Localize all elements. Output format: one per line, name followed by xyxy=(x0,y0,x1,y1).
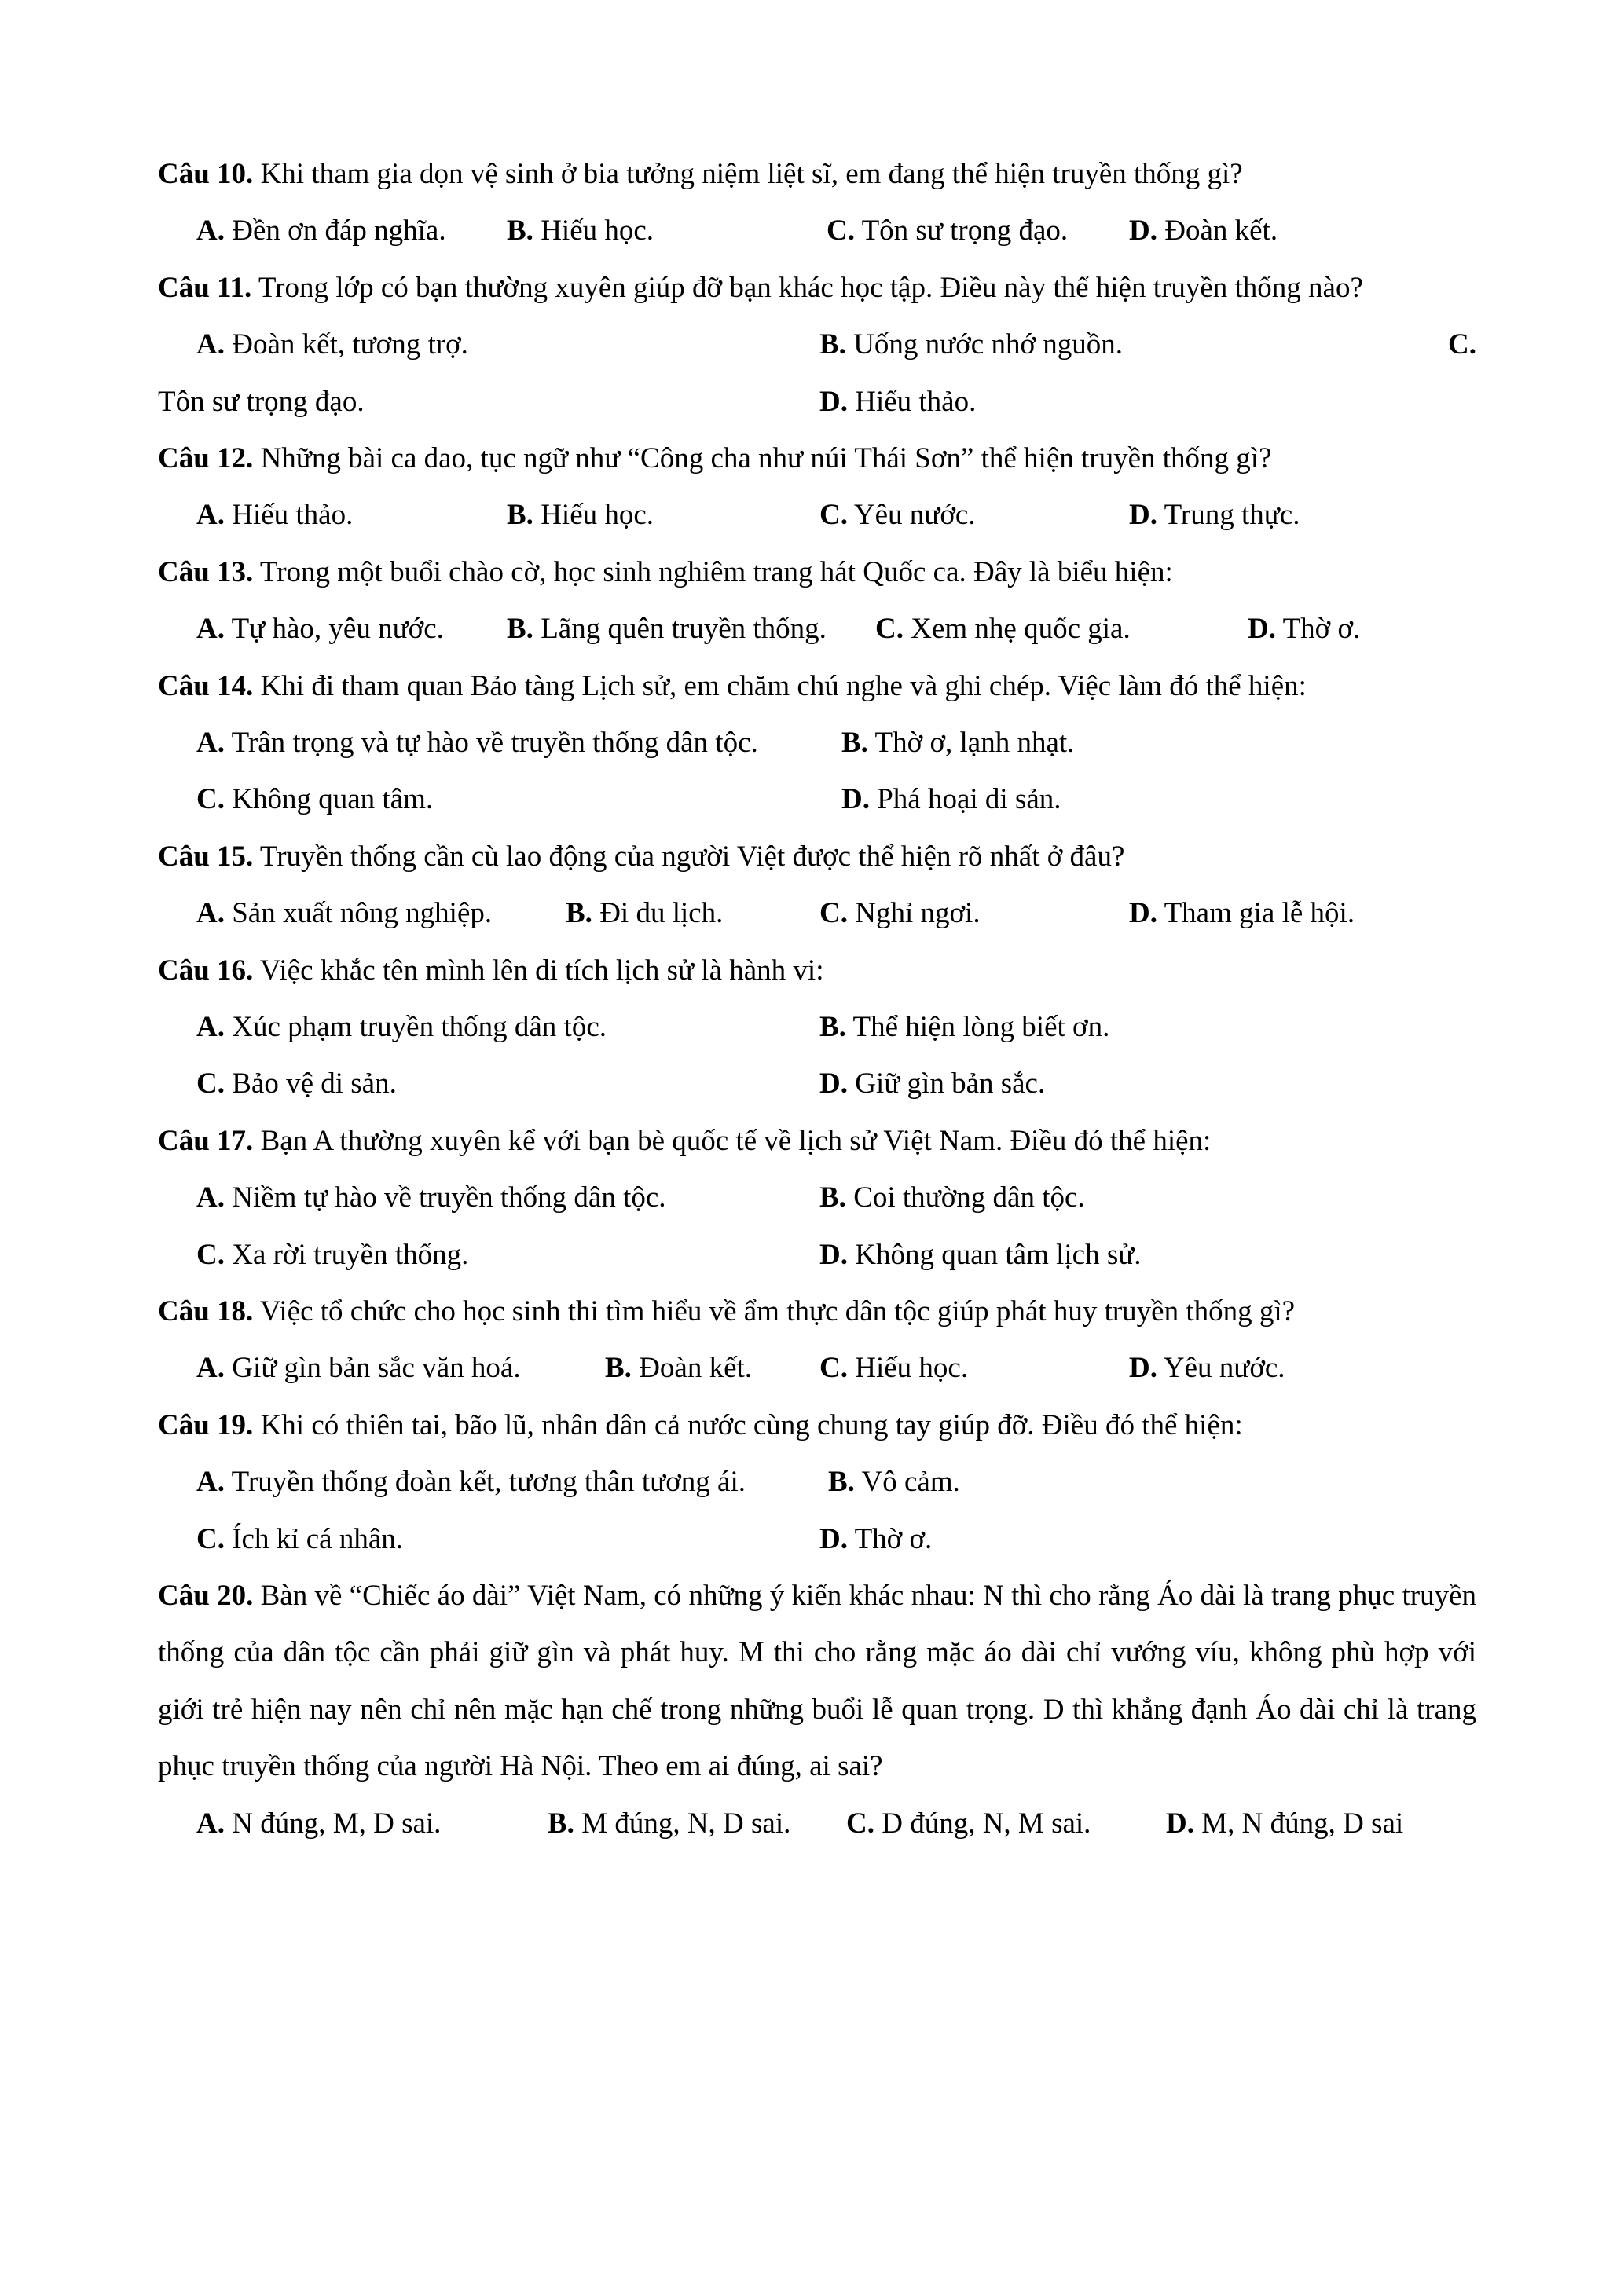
option-a[interactable] xyxy=(196,601,444,657)
options-row xyxy=(158,771,1476,828)
option-d[interactable] xyxy=(1129,203,1278,259)
option-text: M, N đúng, D sai xyxy=(1201,1807,1404,1840)
option-c[interactable] xyxy=(196,1227,468,1283)
option-text: Giữ gìn bản sắc văn hoá. xyxy=(232,1352,521,1385)
options-row xyxy=(158,1796,1476,1852)
option-text: Bảo vệ di sản. xyxy=(232,1067,397,1100)
option-b[interactable] xyxy=(819,317,1123,373)
option-letter: C. xyxy=(819,499,848,532)
option-text: D đúng, N, M sai. xyxy=(882,1807,1091,1840)
options-row xyxy=(158,1511,1476,1568)
option-text: Sản xuất nông nghiệp. xyxy=(232,897,493,930)
option-a[interactable] xyxy=(196,487,353,544)
option-text: Thờ ơ, lạnh nhạt. xyxy=(874,726,1075,759)
question-text: Khi có thiên tai, bão lũ, nhân dân cả nước cùng chung tay giúp đỡ. Điều đó thể hiện: xyxy=(260,1408,1243,1441)
option-letter: A. xyxy=(196,499,225,532)
question-label: Câu 14. xyxy=(158,669,254,702)
question-20 xyxy=(158,1568,1476,1796)
options-row xyxy=(158,487,1476,544)
question-text: Bạn A thường xuyên kể với bạn bè quốc tế về lịch sử Việt Nam. Điều đó thể hiện: xyxy=(260,1124,1212,1157)
option-text: Hiếu học. xyxy=(541,499,654,532)
option-letter: C. xyxy=(819,897,848,930)
option-d[interactable] xyxy=(819,1227,1142,1283)
option-text: Vô cảm. xyxy=(861,1466,960,1499)
option-letter: A. xyxy=(196,1352,225,1385)
option-text: Đoàn kết. xyxy=(639,1352,753,1385)
option-letter: B. xyxy=(548,1807,574,1840)
options-row xyxy=(158,203,1476,259)
options-row xyxy=(158,715,1476,771)
option-a[interactable] xyxy=(196,715,758,771)
option-b[interactable] xyxy=(507,487,654,544)
option-letter: B. xyxy=(507,613,533,646)
option-letter: A. xyxy=(196,1010,225,1043)
options-row xyxy=(158,374,1476,430)
option-c[interactable] xyxy=(196,1511,403,1568)
option-letter: A. xyxy=(196,1807,225,1840)
option-text: Xem nhẹ quốc gia. xyxy=(911,613,1131,646)
option-text: Đi du lịch. xyxy=(599,897,724,930)
option-letter: D. xyxy=(1129,1352,1157,1385)
option-text: Trung thực. xyxy=(1164,499,1300,532)
option-d[interactable] xyxy=(819,374,976,430)
option-d[interactable] xyxy=(841,771,1061,828)
option-text: Tự hào, yêu nước. xyxy=(231,613,444,646)
option-text: Hiếu học. xyxy=(855,1352,969,1385)
question-text: Khi tham gia dọn vệ sinh ở bia tưởng niệm liệt sĩ, em đang thể hiện truyền thống gì? xyxy=(260,158,1243,190)
option-d[interactable] xyxy=(1166,1796,1403,1852)
question-label: Câu 16. xyxy=(158,954,254,987)
question-text: Trong một buổi chào cờ, học sinh nghiêm trang hát Quốc ca. Đây là biểu hiện: xyxy=(259,555,1173,588)
option-letter: A. xyxy=(196,1466,225,1499)
option-text: Không quan tâm lịch sử. xyxy=(855,1238,1142,1271)
option-text: Đền ơn đáp nghĩa. xyxy=(232,214,446,247)
option-a[interactable] xyxy=(196,999,607,1056)
option-c-letter[interactable] xyxy=(1448,317,1476,373)
option-text: Đoàn kết, tương trợ. xyxy=(232,328,468,361)
option-letter: D. xyxy=(1166,1807,1194,1840)
option-text: M đúng, N, D sai. xyxy=(581,1807,791,1840)
option-letter: B. xyxy=(819,1181,846,1214)
option-letter: D. xyxy=(819,1067,848,1100)
options-row xyxy=(158,1227,1476,1283)
option-letter: B. xyxy=(507,214,533,247)
question-label: Câu 12. xyxy=(158,441,254,474)
question-text: Truyền thống cần cù lao động của người Việt được thể hiện rõ nhất ở đâu? xyxy=(259,840,1125,873)
option-b[interactable] xyxy=(841,715,1074,771)
option-text: Coi thường dân tộc. xyxy=(853,1181,1085,1214)
option-text: Yêu nước. xyxy=(853,499,976,532)
option-letter: D. xyxy=(819,385,848,418)
option-a[interactable] xyxy=(196,1796,441,1852)
question-label: Câu 18. xyxy=(158,1294,254,1327)
option-text: Uống nước nhớ nguồn. xyxy=(853,328,1124,361)
option-text: Thể hiện lòng biết ơn. xyxy=(852,1010,1110,1043)
option-text: N đúng, M, D sai. xyxy=(232,1807,442,1840)
option-text: Trân trọng và tự hào về truyền thống dân tộc. xyxy=(231,726,758,759)
option-d[interactable] xyxy=(819,1056,1045,1112)
option-letter: B. xyxy=(507,499,533,532)
option-b[interactable] xyxy=(548,1796,790,1852)
question-10 xyxy=(158,146,1476,203)
option-text: Không quan tâm. xyxy=(232,783,434,816)
option-letter: B. xyxy=(841,726,868,759)
options-row xyxy=(158,1340,1476,1397)
options-row xyxy=(158,1056,1476,1112)
option-text: Yêu nước. xyxy=(1163,1352,1285,1385)
options-row xyxy=(158,1170,1476,1226)
option-text: Ích kỉ cá nhân. xyxy=(232,1522,404,1555)
option-d[interactable] xyxy=(1248,601,1360,657)
option-c[interactable] xyxy=(827,203,1068,259)
option-letter: C. xyxy=(875,613,904,646)
question-text: Việc khắc tên mình lên di tích lịch sử là hành vi: xyxy=(259,954,824,987)
question-text: Trong lớp có bạn thường xuyên giúp đỡ bạn khác học tập. Điều này thể hiện truyền thống nào? xyxy=(258,271,1363,304)
option-c[interactable] xyxy=(158,374,365,430)
question-label: Câu 19. xyxy=(158,1408,254,1441)
question-14 xyxy=(158,658,1476,715)
option-letter: C. xyxy=(196,1067,225,1100)
question-text: Việc tổ chức cho học sinh thi tìm hiểu về ẩm thực dân tộc giúp phát huy truyền thống gì? xyxy=(259,1294,1296,1327)
option-b[interactable] xyxy=(819,999,1109,1056)
option-letter: B. xyxy=(605,1352,632,1385)
option-text: Tôn sư trọng đạo. xyxy=(158,385,365,418)
question-label: Câu 20. xyxy=(158,1579,254,1612)
option-b[interactable] xyxy=(566,885,723,942)
option-letter: B. xyxy=(819,328,846,361)
option-b[interactable] xyxy=(605,1340,752,1397)
option-b[interactable] xyxy=(507,203,654,259)
question-12 xyxy=(158,430,1476,487)
option-letter: C. xyxy=(196,1238,225,1271)
option-text: Xa rời truyền thống. xyxy=(232,1238,469,1271)
option-letter: C. xyxy=(196,1522,225,1555)
options-row xyxy=(158,885,1476,942)
question-16 xyxy=(158,943,1476,999)
option-letter: C. xyxy=(846,1807,874,1840)
question-17 xyxy=(158,1113,1476,1170)
option-a[interactable] xyxy=(196,1454,746,1511)
question-13 xyxy=(158,544,1476,601)
option-text: Thờ ơ. xyxy=(1282,613,1361,646)
option-letter: D. xyxy=(1129,214,1157,247)
question-label: Câu 11. xyxy=(158,271,252,304)
question-label: Câu 13. xyxy=(158,555,254,588)
option-a[interactable] xyxy=(196,317,468,373)
option-text: Nghỉ ngơi. xyxy=(855,897,981,930)
option-c[interactable] xyxy=(846,1796,1091,1852)
option-text: Niềm tự hào về truyền thống dân tộc. xyxy=(232,1181,666,1214)
option-letter: A. xyxy=(196,328,225,361)
option-letter: D. xyxy=(841,783,870,816)
question-18 xyxy=(158,1283,1476,1340)
option-letter: C. xyxy=(819,1352,848,1385)
exam-page xyxy=(158,146,1476,1852)
option-letter: A. xyxy=(196,613,225,646)
option-b[interactable] xyxy=(828,1454,960,1511)
option-d[interactable] xyxy=(1129,885,1355,942)
option-a[interactable] xyxy=(196,1340,521,1397)
question-text: Khi đi tham quan Bảo tàng Lịch sử, em chăm chú nghe và ghi chép. Việc làm đó thể hiện: xyxy=(260,669,1307,702)
question-label: Câu 17. xyxy=(158,1124,254,1157)
options-row xyxy=(158,999,1476,1056)
option-letter: C. xyxy=(1448,328,1476,361)
option-b[interactable] xyxy=(507,601,827,657)
option-text: Phá hoại di sản. xyxy=(877,783,1061,816)
option-a[interactable] xyxy=(196,1170,666,1226)
option-text: Truyền thống đoàn kết, tương thân tương ái. xyxy=(231,1466,746,1499)
option-letter: B. xyxy=(566,897,592,930)
option-c[interactable] xyxy=(196,771,433,828)
option-letter: B. xyxy=(819,1010,846,1043)
options-row xyxy=(158,601,1476,657)
question-label: Câu 10. xyxy=(158,158,254,190)
question-label: Câu 15. xyxy=(158,840,254,873)
option-d[interactable] xyxy=(819,1511,932,1568)
option-letter: A. xyxy=(196,726,225,759)
option-b[interactable] xyxy=(819,1170,1085,1226)
option-text: Hiếu thảo. xyxy=(232,499,354,532)
option-text: Hiếu học. xyxy=(541,214,654,247)
option-c[interactable] xyxy=(196,1056,397,1112)
option-letter: C. xyxy=(196,783,225,816)
option-letter: D. xyxy=(1248,613,1276,646)
option-letter: A. xyxy=(196,214,225,247)
option-text: Đoàn kết. xyxy=(1164,214,1278,247)
question-19 xyxy=(158,1397,1476,1454)
option-text: Lãng quên truyền thống. xyxy=(541,613,827,646)
option-a[interactable] xyxy=(196,203,446,259)
option-c[interactable] xyxy=(819,1340,968,1397)
option-text: Giữ gìn bản sắc. xyxy=(855,1067,1046,1100)
option-d[interactable] xyxy=(1129,487,1300,544)
question-11 xyxy=(158,260,1476,317)
option-letter: D. xyxy=(819,1238,848,1271)
option-text: Xúc phạm truyền thống dân tộc. xyxy=(232,1010,607,1043)
option-a[interactable] xyxy=(196,885,492,942)
option-d[interactable] xyxy=(1129,1340,1285,1397)
option-text: Tôn sư trọng đạo. xyxy=(861,214,1069,247)
option-text: Hiếu thảo. xyxy=(855,385,977,418)
option-c[interactable] xyxy=(819,487,976,544)
question-15 xyxy=(158,829,1476,885)
options-row xyxy=(158,1454,1476,1511)
question-text: Bàn về “Chiếc áo dài” Việt Nam, có những ý kiến khác nhau: N thì cho rằng Áo dài là trang phục truyền thống của dân tộc cần phải giữ gìn và phát huy. M thi cho rằng mặc áo dài chỉ vướng víu, không phù hợp với giới trẻ hiện nay nên chỉ nên mặc hạn chế trong những buổi lễ quan trọng. D thì khẳng đạnh Áo dài chỉ là trang phục truyền thống của người Hà Nội. Theo em ai đúng, ai sai? xyxy=(158,1579,1477,1783)
option-letter: C. xyxy=(827,214,855,247)
option-letter: D. xyxy=(1129,897,1157,930)
option-letter: D. xyxy=(1129,499,1157,532)
question-text: Những bài ca dao, tục ngữ như “Công cha như núi Thái Sơn” thể hiện truyền thống gì? xyxy=(260,441,1272,474)
option-c[interactable] xyxy=(819,885,981,942)
option-letter: B. xyxy=(828,1466,855,1499)
options-row xyxy=(158,317,1476,373)
option-letter: A. xyxy=(196,897,225,930)
option-letter: A. xyxy=(196,1181,225,1214)
option-c[interactable] xyxy=(875,601,1131,657)
option-text: Tham gia lễ hội. xyxy=(1164,897,1355,930)
option-text: Thờ ơ. xyxy=(854,1522,933,1555)
option-letter: D. xyxy=(819,1522,848,1555)
